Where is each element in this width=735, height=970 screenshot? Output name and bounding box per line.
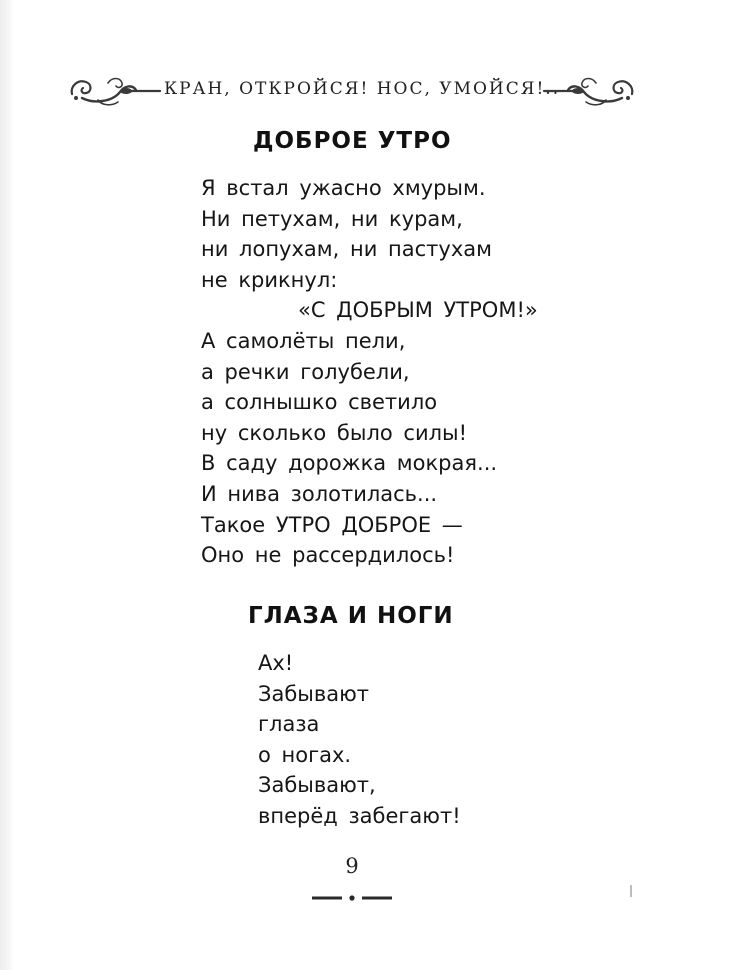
poem-line: ну сколько было силы!: [201, 420, 468, 445]
poem-line: Я встал ужасно хмурым.: [201, 176, 486, 200]
poem-line: В саду дорожка мокрая...: [201, 451, 498, 476]
poem-title-glaza-i-nogi: ГЛАЗА И НОГИ: [248, 603, 454, 629]
poem-line: Ах!: [258, 651, 294, 675]
edge-mark: [630, 885, 632, 897]
left-flourish-ornament-icon: [68, 74, 162, 110]
poem-line: Оно не рассердилось!: [201, 543, 455, 568]
poem-line: ни лопухам, ни пастухам: [201, 237, 492, 262]
poem-dobroe-utro: [201, 173, 538, 571]
running-header: [68, 70, 636, 110]
poem-line: глаза: [258, 712, 320, 737]
right-flourish-ornament-icon: [542, 74, 636, 110]
poem-line: о ногах.: [258, 742, 352, 767]
poem-line: «С ДОБРЫМ УТРОМ!»: [298, 298, 538, 323]
poem-line: Такое УТРО ДОБРОЕ —: [201, 512, 463, 537]
poem-line: Забывают: [258, 681, 370, 706]
poem-line: И нива золотилась...: [201, 481, 438, 506]
poem-title-dobroe-utro: ДОБРОЕ УТРО: [253, 128, 452, 154]
poem-line: а солнышко светило: [201, 390, 438, 415]
page-edge-shadow: [0, 0, 14, 970]
page-number: 9: [345, 854, 359, 878]
poem-line: а речки голубели,: [201, 359, 410, 384]
poem-line: Ни петухам, ни курам,: [201, 206, 463, 231]
poem-line: А самолёты пели,: [201, 328, 406, 353]
running-head-title: КРАН, ОТКРОЙСЯ! НОС, УМОЙСЯ!..: [164, 79, 561, 99]
poem-line: вперёд забегают!: [258, 803, 461, 828]
poem-glaza-i-nogi: [258, 648, 461, 832]
poem-line: не крикнул:: [201, 267, 338, 292]
footer-divider-ornament-icon: [312, 887, 392, 906]
page-footer: [290, 854, 414, 900]
poem-line: Забывают,: [258, 773, 376, 798]
